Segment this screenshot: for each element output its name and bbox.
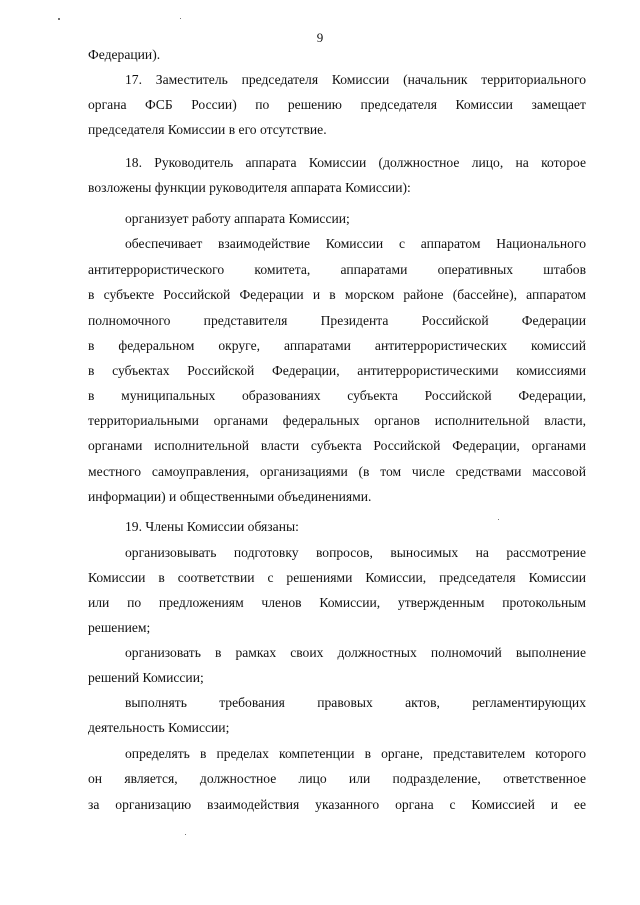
text-line: он является, должностное лицо или подразделение, ответственное — [88, 771, 586, 786]
text-line: органа ФСБ России) по решению председателя Комиссии замещает — [88, 97, 586, 112]
text-line: органами исполнительной власти субъекта Российской Федерации, органами — [88, 438, 586, 453]
text-line: в муниципальных образованиях субъекта Российской Федерации, — [88, 388, 586, 403]
text-line: 17. Заместитель председателя Комиссии (начальник территориального — [125, 72, 586, 87]
text-line: 19. Члены Комиссии обязаны: — [125, 519, 299, 534]
text-line: деятельность Комиссии; — [88, 720, 230, 735]
text-line: обеспечивает взаимодействие Комиссии с аппаратом Национального — [125, 236, 586, 251]
scan-speck — [180, 18, 181, 19]
text-line: решений Комиссии; — [88, 670, 204, 685]
text-line: территориальными органами федеральных органов исполнительной власти, — [88, 413, 586, 428]
text-line: решением; — [88, 620, 151, 635]
text-line: за организацию взаимодействия указанного органа с Комиссией и ее — [88, 797, 586, 812]
text-line: определять в пределах компетенции в органе, представителем которого — [125, 746, 586, 761]
text-line: председателя Комиссии в его отсутствие. — [88, 122, 327, 137]
text-line: Комиссии в соответствии с решениями Комиссии, председателя Комиссии — [88, 570, 586, 585]
scan-speck — [58, 18, 60, 20]
text-line: организует работу аппарата Комиссии; — [125, 211, 350, 226]
text-line: выполнять требования правовых актов, регламентирующих — [125, 695, 586, 710]
text-line: 18. Руководитель аппарата Комиссии (должностное лицо, на которое — [125, 155, 586, 170]
text-line: Федерации). — [88, 47, 161, 62]
text-line: в федеральном округе, аппаратами антитеррористических комиссий — [88, 338, 586, 353]
text-line: в субъектах Российской Федерации, антитеррористическими комиссиями — [88, 363, 586, 378]
text-line: организовывать подготовку вопросов, выносимых на рассмотрение — [125, 545, 586, 560]
text-line: информации) и общественными объединениями. — [88, 489, 372, 504]
text-line: или по предложениям членов Комиссии, утвержденным протокольным — [88, 595, 586, 610]
scan-speck — [498, 519, 499, 520]
text-line: антитеррористического комитета, аппаратами оперативных штабов — [88, 262, 586, 277]
text-line: возложены функции руководителя аппарата Комиссии): — [88, 180, 411, 195]
text-line: полномочного представителя Президента Российской Федерации — [88, 313, 586, 328]
scan-speck — [185, 834, 186, 835]
text-line: организовать в рамках своих должностных полномочий выполнение — [125, 645, 586, 660]
text-line: местного самоуправления, организациями (в том числе средствами массовой — [88, 464, 586, 479]
text-line: в субъекте Российской Федерации и в морском районе (бассейне), аппаратом — [88, 287, 586, 302]
page-number: 9 — [316, 30, 324, 45]
